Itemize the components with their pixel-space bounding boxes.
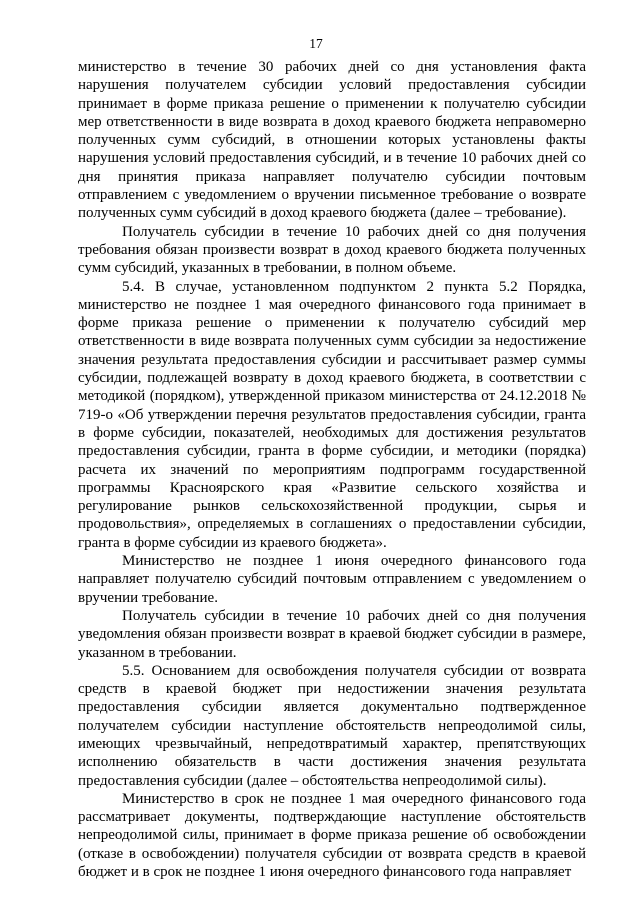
paragraph-5: Получатель субсидии в течение 10 рабочих дней со дня получения уведомления обязан произвести возврат в краевой бюджет субсидии в размере, указанном в требовании. [78,607,586,661]
document-body [78,58,586,881]
paragraph-1: министерство в течение 30 рабочих дней со дня установления факта нарушения получателем субсидии условий предоставления субсидии принимает в форме приказа решение о применении к получателю субсидии мер ответственности в виде возврата в доход краевого бюджета неправомерно полученных сумм субсидий, в отношении которых установлены факты нарушения условий предоставления субсидий, и в течение 10 рабочих дней со дня принятия приказа направляет получателю субсидии почтовым отправлением с уведомлением о вручении письменное требование о возврате полученных сумм субсидий в доход краевого бюджета (далее – требование). [78,59,586,222]
paragraph-4: Министерство не позднее 1 июня очередного финансового года направляет получателю субсидий почтовым отправлением с уведомлением о вручении требование. [78,553,586,606]
paragraph-6: 5.5. Основанием для освобождения получателя субсидии от возврата средств в краевой бюджет при недостижении значения результата предоставления субсидии является документально подтвержденное получателем субсидии наступление обстоятельств непреодолимой силы, имеющих чрезвычайный, непредотвратимый характер, препятствующих исполнению обязательств в части достижения значения результата предоставления субсидии (далее – обстоятельства непреодолимой силы). [78,662,586,789]
paragraph-2: Получатель субсидии в течение 10 рабочих дней со дня получения требования обязан произвести возврат в доход краевого бюджета полученных сумм субсидий, указанных в требовании, в полном объеме. [78,223,586,277]
paragraph-7: Министерство в срок не позднее 1 мая очередного финансового года рассматривает документы, подтверждающие наступление обстоятельств непреодолимой силы, принимает в форме приказа решение об освобождении (отказе в освобождении) получателя субсидии от возврата средств в краевой бюджет и в срок не позднее 1 июня очередного финансового года направляет [78,790,586,881]
page-number: 17 [309,36,323,51]
paragraph-3: 5.4. В случае, установленном подпунктом 2 пункта 5.2 Порядка, министерство не позднее 1 мая очередного финансового года принимает в форме приказа решение о применении к получателю субсидий мер ответственности в виде возврата полученных сумм субсидии за недостижение значения результата предоставления субсидии и рассчитывает размер суммы субсидии, подлежащей возврату в доход краевого бюджета, в соответствии с методикой (порядком), утвержденной приказом министерства от 24.12.2018 № 719-о «Об утверждении перечня результатов предоставления субсидии, гранта в форме субсидии, показателей, необходимых для достижения результатов предоставления субсидии, гранта в форме субсидии, и методики (порядка) расчета их значений по мероприятиям подпрограмм государственной программы Красноярского края «Развитие сельского хозяйства и регулирование рынков сельскохозяйственной продукции, сырья и продовольствия», определяемых в соглашениях о предоставлении субсидии, гранта в форме субсидии из краевого бюджета». [78,278,586,551]
